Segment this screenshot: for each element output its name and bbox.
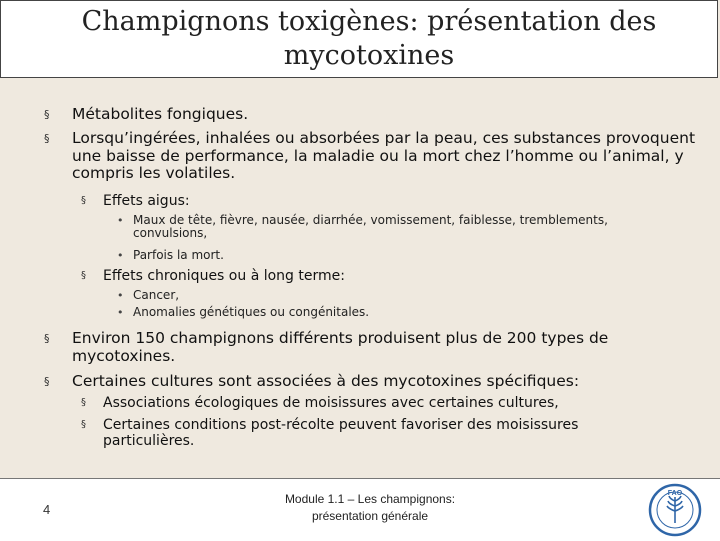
bullet-text: Certaines cultures sont associées à des mycotoxines spécifiques: xyxy=(72,372,580,390)
bullet-square-icon: § xyxy=(81,270,86,281)
bullet-square-icon: § xyxy=(81,195,86,206)
footer-line-1: Module 1.1 – Les champignons: xyxy=(284,492,456,506)
svg-text:FAO: FAO xyxy=(667,490,683,497)
bullet-text: Environ 150 champignons différents produisent plus de 200 types de mycotoxines. xyxy=(72,329,609,365)
bullet-square-icon: § xyxy=(44,132,50,145)
sub-bullet-item xyxy=(81,268,683,284)
sub-bullet-text: Effets chroniques ou à long terme: xyxy=(103,268,345,284)
detail-text: Maux de tête, fièvre, nausée, diarrhée, vomissement, faiblesse, tremblements, convulsions, xyxy=(133,213,608,240)
bullet-square-icon: § xyxy=(44,332,50,345)
footer-module-label xyxy=(250,491,490,525)
bullet-dot-icon: • xyxy=(117,306,124,319)
fao-logo-icon xyxy=(648,483,702,537)
title-box xyxy=(0,0,718,78)
sub-bullet-item xyxy=(81,193,683,209)
bullet-square-icon: § xyxy=(44,108,50,121)
bullet-square-icon: § xyxy=(44,375,50,388)
bullet-square-icon: § xyxy=(81,419,86,430)
bullet-dot-icon: • xyxy=(117,214,124,227)
bullet-dot-icon: • xyxy=(117,289,124,302)
sub-bullet-text: Certaines conditions post-récolte peuvent favoriser des moisissures particulières. xyxy=(103,417,579,449)
bullet-item xyxy=(44,372,702,391)
detail-item xyxy=(117,213,633,240)
detail-text: Parfois la mort. xyxy=(133,248,224,262)
bullet-item xyxy=(44,105,702,124)
bullet-text: Métabolites fongiques. xyxy=(72,105,249,123)
slide-footer xyxy=(0,478,720,541)
detail-item xyxy=(117,248,633,262)
sub-bullet-text: Associations écologiques de moisissures avec certaines cultures, xyxy=(103,395,559,411)
bullet-dot-icon: • xyxy=(117,249,124,262)
detail-item xyxy=(117,305,633,319)
bullet-item xyxy=(44,329,702,365)
detail-text: Anomalies génétiques ou congénitales. xyxy=(133,305,370,319)
sub-bullet-text: Effets aigus: xyxy=(103,193,190,209)
page-number: 4 xyxy=(43,502,51,517)
page-title: Champignons toxigènes: présentation des mycotoxines xyxy=(81,6,657,71)
detail-item xyxy=(117,288,633,302)
detail-text: Cancer, xyxy=(133,288,180,302)
sub-bullet-item xyxy=(81,417,663,449)
bullet-text: Lorsqu’ingérées, inhalées ou absorbées par la peau, ces substances provoquent une baisse de performance, la maladie ou la mort chez l’homme ou l’animal, y compris les volatiles. xyxy=(72,129,696,182)
footer-line-2: présentation générale xyxy=(311,509,429,523)
bullet-square-icon: § xyxy=(81,397,86,408)
bullet-item xyxy=(44,129,702,183)
sub-bullet-item xyxy=(81,395,683,411)
